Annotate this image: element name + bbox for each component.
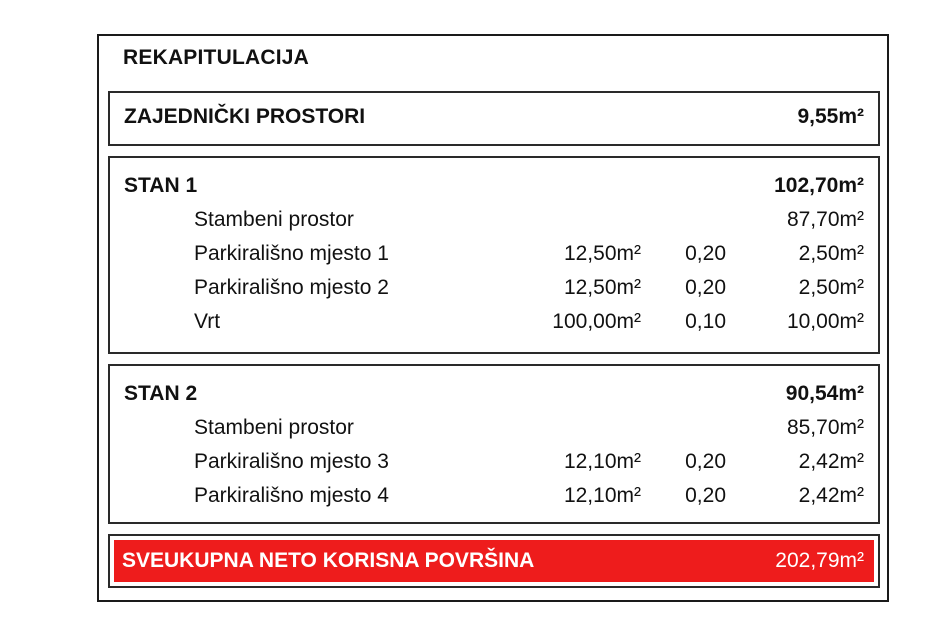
table-row bbox=[110, 484, 878, 518]
unit-1-header bbox=[124, 174, 864, 198]
recap-title: REKAPITULACIJA bbox=[123, 46, 309, 69]
row-coefficient: 0,10 bbox=[685, 310, 726, 333]
table-row bbox=[110, 276, 878, 310]
row-value: 87,70m² bbox=[786, 208, 864, 231]
row-coefficient: 0,20 bbox=[685, 450, 726, 473]
row-coefficient: 0,20 bbox=[685, 242, 726, 265]
table-row bbox=[110, 416, 878, 450]
row-area: 12,50m² bbox=[563, 276, 641, 299]
shared-spaces-box bbox=[108, 91, 880, 146]
table-row bbox=[110, 208, 878, 242]
row-label: Parkirališno mjesto 1 bbox=[194, 242, 389, 265]
unit-1-box bbox=[108, 156, 880, 354]
grand-total-label: SVEUKUPNA NETO KORISNA POVRŠINA bbox=[122, 549, 535, 572]
row-label: Parkirališno mjesto 2 bbox=[194, 276, 389, 299]
row-value: 2,50m² bbox=[798, 242, 864, 265]
row-value: 2,42m² bbox=[798, 484, 864, 507]
recap-table bbox=[97, 34, 889, 602]
table-row bbox=[110, 310, 878, 344]
unit-2-header bbox=[124, 382, 864, 406]
row-area: 100,00m² bbox=[552, 310, 641, 333]
grand-total-value: 202,79m² bbox=[775, 549, 864, 572]
row-label: Vrt bbox=[194, 310, 221, 333]
unit-2-box bbox=[108, 364, 880, 524]
table-row bbox=[110, 450, 878, 484]
row-area: 12,50m² bbox=[563, 242, 641, 265]
shared-spaces-row bbox=[124, 105, 864, 129]
row-coefficient: 0,20 bbox=[685, 484, 726, 507]
grand-total-box bbox=[108, 534, 880, 588]
row-value: 85,70m² bbox=[786, 416, 864, 439]
row-value: 2,50m² bbox=[798, 276, 864, 299]
row-area: 12,10m² bbox=[563, 450, 641, 473]
unit-1-name: STAN 1 bbox=[124, 174, 198, 197]
row-value: 2,42m² bbox=[798, 450, 864, 473]
row-value: 10,00m² bbox=[786, 310, 864, 333]
unit-1-total: 102,70m² bbox=[774, 174, 864, 197]
row-label: Stambeni prostor bbox=[194, 208, 354, 231]
unit-2-total: 90,54m² bbox=[785, 382, 864, 405]
row-area: 12,10m² bbox=[563, 484, 641, 507]
row-label: Parkirališno mjesto 3 bbox=[194, 450, 389, 473]
row-coefficient: 0,20 bbox=[685, 276, 726, 299]
unit-2-name: STAN 2 bbox=[124, 382, 198, 405]
shared-spaces-label: ZAJEDNIČKI PROSTORI bbox=[124, 105, 366, 128]
row-label: Stambeni prostor bbox=[194, 416, 354, 439]
table-row bbox=[110, 242, 878, 276]
shared-spaces-value: 9,55m² bbox=[797, 105, 864, 128]
row-label: Parkirališno mjesto 4 bbox=[194, 484, 389, 507]
grand-total-highlight bbox=[114, 540, 874, 582]
